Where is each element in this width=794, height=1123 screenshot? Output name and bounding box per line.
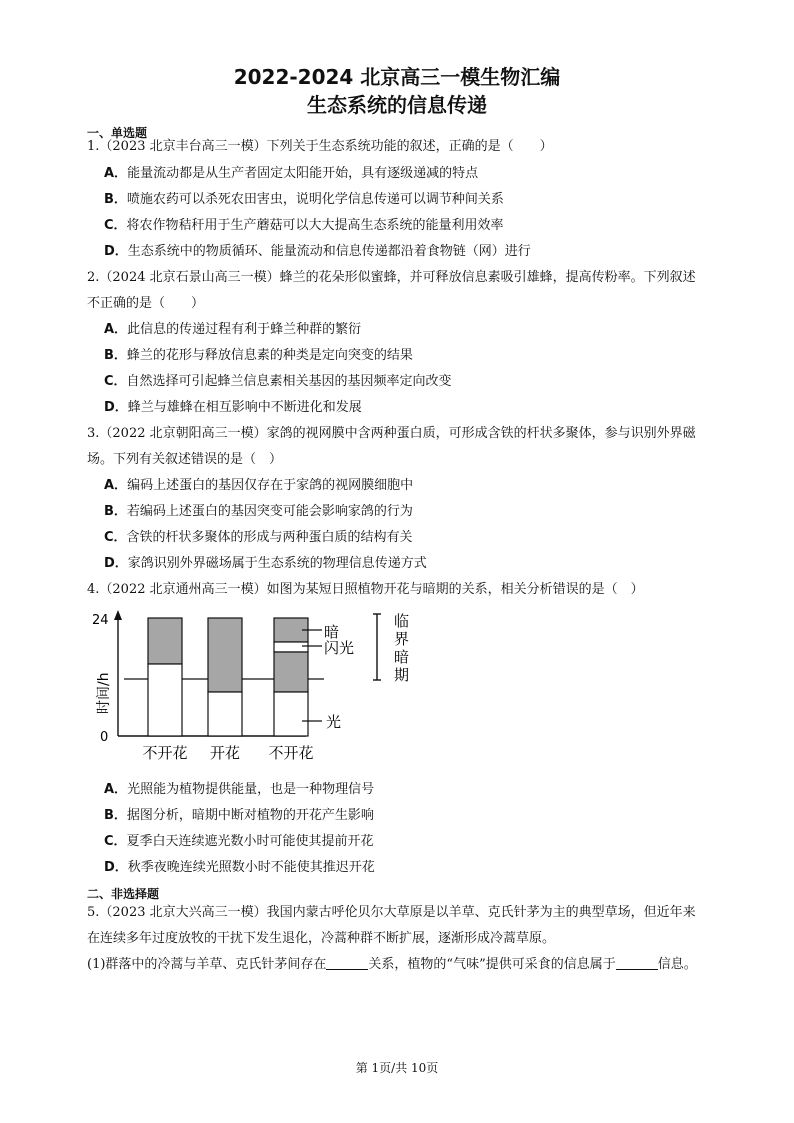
y-axis-arrow — [114, 610, 122, 620]
option-letter: A． — [104, 166, 128, 181]
photoperiod-figure — [90, 608, 430, 768]
option-letter: B． — [104, 192, 127, 207]
question-2-stem: 2.（2024 北京石景山高三一模）蜂兰的花朵形似蜜蜂，并可释放信息素吸引雄蜂，提高传粉率。下列叙述 — [87, 270, 696, 285]
legend-light: 光 — [326, 713, 342, 731]
question-3-stem-continued: 场。下列有关叙述错误的是（ ） — [87, 452, 283, 467]
bar-2-light-segment — [208, 692, 242, 736]
page-number: 第 1页/共 10页 — [355, 1061, 439, 1075]
bar-1-light-segment — [148, 664, 182, 736]
option-text: 将农作物秸秆用于生产蘑菇可以大大提高生态系统的能量利用效率 — [126, 218, 504, 233]
bar-3-flash-segment — [274, 642, 308, 652]
question-5-stem: 5.（2023 北京大兴高三一模）我国内蒙古呼伦贝尔大草原是以羊草、克氏针茅为主的典型草场，但近年来 — [87, 905, 696, 920]
section-heading-single-choice: 一、单选题 — [87, 126, 148, 140]
option-letter: C． — [104, 218, 127, 233]
bar-not-flowering-2 — [274, 618, 308, 736]
bar-3-dark-bottom-segment — [274, 652, 308, 692]
critical-dark-period-label — [394, 612, 409, 684]
option-text: 若编码上述蛋白的基因突变可能会影响家鸽的行为 — [126, 504, 413, 519]
question-4-option-a — [104, 781, 374, 799]
question-2-option-c — [104, 373, 452, 391]
option-letter: A． — [104, 322, 128, 337]
subquestion-text: (1)群落中的冷蒿与羊草、克氏针茅间存在 — [87, 957, 327, 972]
question-5-subquestion-1 — [87, 956, 697, 974]
option-text: 生态系统中的物质循环、能量流动和信息传递都沿着食物链（网）进行 — [127, 244, 531, 259]
option-text: 家鸽识别外界磁场属于生态系统的物理信息传递方式 — [127, 556, 427, 571]
option-letter: A． — [104, 478, 128, 493]
question-4-stem: 4.（2022 北京通州高三一模）如图为某短日照植物开花与暗期的关系，相关分析错误的是（ ） — [87, 582, 644, 597]
critical-dark-bracket — [373, 614, 381, 680]
critical-dark-period-char: 临 — [394, 612, 410, 630]
question-5-stem-continued: 在连续多年过度放牧的干扰下发生退化，冷蒿种群不断扩展，逐渐形成冷蒿草原。 — [87, 931, 556, 946]
critical-dark-period-char: 期 — [394, 666, 410, 684]
option-text: 含铁的杆状多聚体的形成与两种蛋白质的结构有关 — [126, 530, 413, 545]
option-text: 光照能为植物提供能量，也是一种物理信号 — [127, 782, 375, 797]
question-1-option-a — [104, 165, 478, 183]
option-text: 蜂兰与雄蜂在相互影响中不断进化和发展 — [127, 400, 362, 415]
option-text: 编码上述蛋白的基因仅存在于家鸽的视网膜细胞中 — [127, 478, 414, 493]
question-1-option-c — [104, 217, 504, 235]
option-text: 喷施农药可以杀死农田害虫，说明化学信息传递可以调节种间关系 — [126, 192, 504, 207]
page-subtitle: 生态系统的信息传递 — [307, 93, 487, 117]
y-min-label: 0 — [100, 730, 109, 745]
legend-flash: 闪光 — [324, 639, 355, 657]
bar-2-dark-segment — [208, 618, 242, 692]
question-4-option-b — [104, 807, 374, 825]
bar-1-label: 不开花 — [142, 744, 188, 762]
subquestion-text: 关系，植物的“气味”提供可采食的信息属于 — [368, 957, 616, 972]
question-3-option-b — [104, 503, 413, 521]
bar-not-flowering-1 — [148, 618, 182, 736]
critical-dark-period-char: 界 — [394, 630, 410, 648]
question-3-option-a — [104, 477, 413, 495]
question-2-option-b — [104, 347, 413, 365]
option-letter: D． — [104, 556, 128, 571]
y-max-label: 24 — [92, 613, 109, 628]
legend-dark: 暗 — [324, 623, 340, 641]
bar-3-label: 不开花 — [268, 744, 314, 762]
answer-blank[interactable] — [616, 956, 658, 970]
option-text: 能量流动都是从生产者固定太阳能开始，具有逐级递减的特点 — [127, 166, 479, 181]
question-2-stem-continued: 不正确的是（ ） — [87, 296, 205, 311]
bar-2-label: 开花 — [209, 744, 241, 762]
question-1-option-d — [104, 243, 531, 261]
option-text: 蜂兰的花形与释放信息素的种类是定向突变的结果 — [126, 348, 413, 363]
subquestion-text: 信息。 — [657, 957, 697, 972]
option-letter: B． — [104, 348, 127, 363]
option-text: 夏季白天连续遮光数小时可能使其提前开花 — [126, 834, 374, 849]
y-axis-title: 时间/h — [96, 672, 112, 714]
question-1-option-b — [104, 191, 504, 209]
option-letter: C． — [104, 834, 127, 849]
question-2-option-d — [104, 399, 362, 417]
question-3-option-d — [104, 555, 427, 573]
question-1-stem: 1.（2023 北京丰台高三一模）下列关于生态系统功能的叙述，正确的是（ ） — [87, 139, 553, 154]
option-letter: D． — [104, 860, 128, 875]
question-3-stem: 3.（2022 北京朝阳高三一模）家鸽的视网膜中含两种蛋白质，可形成含铁的杆状多聚体，参与识别外界磁 — [87, 426, 696, 441]
option-letter: B． — [104, 808, 127, 823]
critical-dark-period-char: 暗 — [394, 648, 410, 666]
option-letter: C． — [104, 374, 127, 389]
section-heading-non-choice: 二、非选择题 — [87, 887, 160, 901]
option-letter: A． — [104, 782, 128, 797]
option-text: 据图分析，暗期中断对植物的开花产生影响 — [126, 808, 374, 823]
option-letter: B． — [104, 504, 127, 519]
option-letter: D． — [104, 400, 128, 415]
option-letter: D． — [104, 244, 128, 259]
question-2-option-a — [104, 321, 361, 339]
question-4-option-c — [104, 833, 374, 851]
answer-blank[interactable] — [326, 956, 368, 970]
option-letter: C． — [104, 530, 127, 545]
bar-1-dark-segment — [148, 618, 182, 664]
bar-3-light-segment — [274, 692, 308, 736]
question-3-option-c — [104, 529, 413, 547]
option-text: 自然选择可引起蜂兰信息素相关基因的基因频率定向改变 — [126, 374, 452, 389]
question-4-option-d — [104, 859, 375, 877]
option-text: 秋季夜晚连续光照数小时不能使其推迟开花 — [127, 860, 375, 875]
option-text: 此信息的传递过程有利于蜂兰种群的繁衍 — [127, 322, 362, 337]
bar-flowering — [208, 618, 242, 736]
page-title: 2022-2024 北京高三一模生物汇编 — [233, 65, 561, 89]
